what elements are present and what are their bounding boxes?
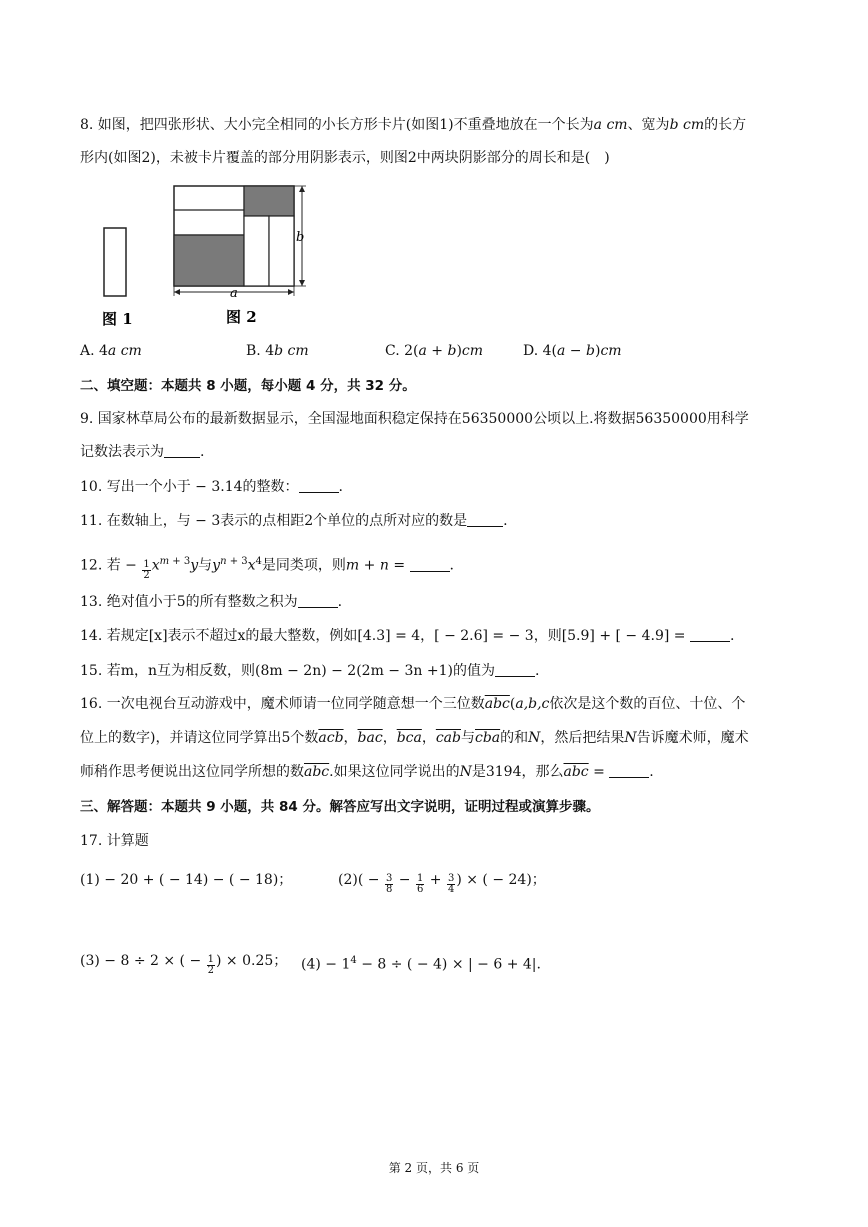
q17-part3: (3) − 8 ÷ 2 × ( − $\frac{1}{2}$ ) × 0.25； [80, 953, 288, 976]
q15: 15. 若m，n互为相反数，则(8m − 2n) − 2(2m − 3n +1)的值为 . [80, 663, 540, 679]
q8-option-a[interactable]: A. 4a cm [80, 343, 142, 359]
q16-line1: 16. 一次电视台互动游戏中，魔术师请一位同学随意想一个三位数$\overline{abc}(a,b,c$依次是这个数的百位、十位、个 [80, 696, 746, 712]
q16-line2: 位上的数字)，并请这位同学算出5个数$\overline{acb}$，$\overline{bac}$，$\overline{bca}$，$\overline{cab}$与$\overline{cba}$的和N，然后把结果N告诉魔术师，魔术 [80, 730, 749, 746]
q9-line2: 记数法表示为 . [80, 444, 205, 460]
section2-heading: 二、填空题：本题共 8 小题，每小题 4 分，共 32 分。 [80, 378, 416, 394]
q11: 11. 在数轴上，与 − 3表示的点相距2个单位的点所对应的数是 . [80, 513, 508, 529]
q8-line1: 8. 如图，把四张形状、大小完全相同的小长方形卡片(如图1)不重叠地放在一个长为a cm、宽为b cm的长方 [80, 117, 747, 133]
section3-heading: 三、解答题：本题共 9 小题，共 84 分。解答应写出文字说明，证明过程或演算步骤。 [80, 799, 600, 815]
q8-option-b[interactable]: B. 4b cm [246, 343, 309, 359]
figure2 [174, 186, 306, 301]
q17-part2: (2)( − $\frac{3}{8}$ − $\frac{1}{6}$ + $\frac{3}{4}$ ) × ( − 24)； [338, 872, 546, 895]
q10: 10. 写出一个小于 − 3.14的整数： . [80, 479, 343, 495]
q17-title: 17. 计算题 [80, 833, 149, 849]
q14: 14. 若规定[x]表示不超过x的最大整数，例如[4.3] = 4，[ − 2.6] = − 3，则[5.9] + [ − 4.9] = . [80, 628, 735, 644]
shaded-region-bottom [174, 235, 244, 286]
page-footer: 第 2 页，共 6 页 [388, 1161, 480, 1175]
figure1-card [104, 228, 126, 296]
q8-option-c[interactable]: C. 2(a + b)cm [385, 343, 484, 359]
q17-part1: (1) − 20 + ( − 14) − ( − 18)； [80, 872, 293, 888]
q8-line2: 形内(如图2)，未被卡片覆盖的部分用阴影表示，则图2中两块阴影部分的周长和是( ) [80, 150, 610, 166]
q17-part4: $(4) - 1^4 - 8$ ÷ ( − 4) × | − 6 + 4|. [301, 955, 541, 973]
q13: 13. 绝对值小于5的所有整数之积为 . [80, 594, 343, 610]
q9-line1: 9. 国家林草局公布的最新数据显示，全国湿地面积稳定保持在56350000公顷以上.将数据56350000用科学 [80, 411, 749, 427]
figure2-label: 图 2 [226, 308, 257, 326]
q8-option-d[interactable]: D. 4(a − b)cm [523, 343, 622, 359]
q12-fraction: $\frac{1}{2}$ [143, 558, 150, 581]
q12: 12. 若 − $\frac{1}{2}$ $x^m$ $^{+ 3}$y与$y^n$ $^{+ 3}x^4$是同类项，则m + n = . [80, 556, 454, 581]
q8-figure [80, 180, 320, 332]
q16-line3: 师稍作思考便说出这位同学所想的数$\overline{abc}$.如果这位同学说出的N是3194，那么$\overline{abc}$ = . [80, 764, 654, 780]
dimension-a-label: a [230, 286, 238, 301]
figure1-label: 图 1 [102, 310, 133, 328]
dimension-b-label: b [296, 230, 305, 245]
shaded-region-top [244, 186, 294, 216]
